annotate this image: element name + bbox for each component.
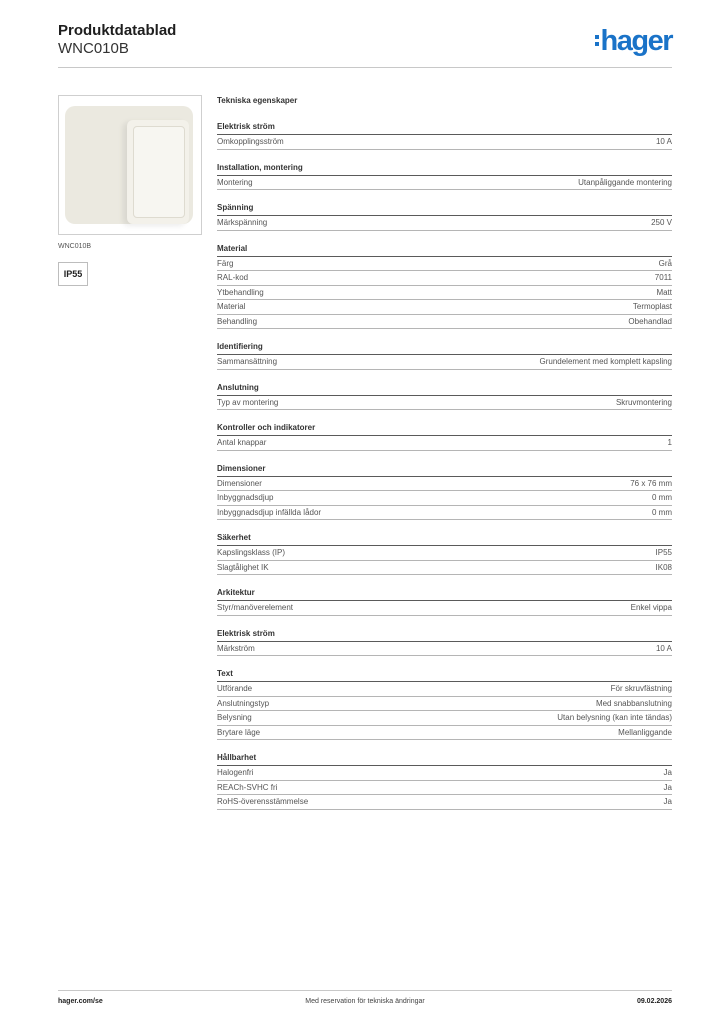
property-section bbox=[217, 751, 672, 810]
property-row bbox=[217, 795, 672, 810]
switch-housing-icon bbox=[65, 106, 193, 224]
property-value: Grundelement med komplett kapsling bbox=[539, 357, 672, 366]
section-title: Kontroller och indikatorer bbox=[217, 421, 672, 436]
section-title: Anslutning bbox=[217, 381, 672, 396]
property-label: Material bbox=[217, 302, 246, 311]
property-label: Utförande bbox=[217, 684, 253, 693]
section-title: Material bbox=[217, 242, 672, 257]
property-row bbox=[217, 642, 672, 657]
property-label: Märkström bbox=[217, 643, 255, 653]
property-label: Brytare läge bbox=[217, 727, 261, 737]
property-value: 10 A bbox=[655, 137, 672, 146]
property-value: Enkel vippa bbox=[630, 603, 672, 612]
property-label: RoHS-överensstämmelse bbox=[217, 797, 309, 806]
section-title: Elektrisk ström bbox=[217, 627, 672, 642]
property-row bbox=[217, 355, 672, 370]
property-section bbox=[217, 586, 672, 616]
property-row bbox=[217, 601, 672, 616]
footer-website: hager.com/se bbox=[58, 998, 103, 1005]
property-section bbox=[217, 242, 672, 330]
property-label: Behandling bbox=[217, 316, 258, 326]
property-row bbox=[217, 561, 672, 576]
property-label: Inbyggnadsdjup bbox=[217, 493, 274, 502]
property-label: Färg bbox=[217, 258, 234, 268]
property-value: 0 mm bbox=[652, 493, 672, 502]
property-label: Montering bbox=[217, 177, 253, 187]
ip-rating-badge: IP55 bbox=[58, 262, 88, 286]
property-label: REACh-SVHC fri bbox=[217, 782, 278, 792]
property-section bbox=[217, 627, 672, 657]
property-label: RAL-kod bbox=[217, 273, 249, 282]
property-label: Omkopplingsström bbox=[217, 137, 284, 146]
property-value: IK08 bbox=[655, 562, 672, 572]
property-row bbox=[217, 300, 672, 315]
property-label: Ytbehandling bbox=[217, 287, 264, 297]
property-row bbox=[217, 176, 672, 191]
footer-date: 09.02.2026 bbox=[636, 998, 672, 1005]
hager-logo bbox=[595, 26, 672, 56]
property-row bbox=[217, 436, 672, 451]
property-section bbox=[217, 120, 672, 150]
section-title: Säkerhet bbox=[217, 531, 672, 546]
property-label: Sammansättning bbox=[217, 357, 278, 366]
property-section bbox=[217, 462, 672, 521]
property-row bbox=[217, 697, 672, 712]
section-title: Hållbarhet bbox=[217, 751, 672, 766]
section-title: Text bbox=[217, 667, 672, 682]
product-code: WNC010B bbox=[58, 40, 129, 57]
document-header bbox=[58, 22, 176, 58]
property-value: Obehandlad bbox=[628, 316, 672, 326]
property-value: 76 x 76 mm bbox=[630, 478, 672, 488]
section-title: Dimensioner bbox=[217, 462, 672, 477]
property-label: Antal knappar bbox=[217, 438, 267, 447]
property-row bbox=[217, 711, 672, 726]
property-label: Slagtålighet IK bbox=[217, 562, 269, 572]
property-row bbox=[217, 396, 672, 411]
property-section bbox=[217, 201, 672, 231]
property-label: Märkspänning bbox=[217, 218, 268, 227]
technical-properties bbox=[217, 96, 672, 821]
section-title: Installation, montering bbox=[217, 161, 672, 176]
property-value: Utan belysning (kan inte tändas) bbox=[557, 713, 672, 722]
property-section bbox=[217, 340, 672, 370]
property-label: Anslutningstyp bbox=[217, 698, 270, 708]
property-value: 250 V bbox=[651, 218, 672, 227]
footer-divider bbox=[58, 990, 672, 991]
property-value: 7011 bbox=[654, 273, 672, 282]
property-row bbox=[217, 135, 672, 150]
property-row bbox=[217, 477, 672, 492]
property-row bbox=[217, 491, 672, 506]
property-row bbox=[217, 726, 672, 741]
property-section bbox=[217, 381, 672, 411]
logo-dots-icon bbox=[595, 32, 600, 49]
section-title: Identifiering bbox=[217, 340, 672, 355]
property-row bbox=[217, 271, 672, 286]
property-row bbox=[217, 315, 672, 330]
property-value: Utanpåliggande montering bbox=[578, 177, 672, 187]
property-sections bbox=[217, 120, 672, 810]
document-title: Produktdatablad bbox=[58, 22, 177, 39]
property-label: Kapslingsklass (IP) bbox=[217, 548, 286, 557]
property-value: Grå bbox=[658, 258, 672, 268]
property-label: Halogenfri bbox=[217, 768, 254, 777]
property-label: Dimensioner bbox=[217, 478, 262, 488]
property-row bbox=[217, 546, 672, 561]
property-row bbox=[217, 506, 672, 521]
property-row bbox=[217, 766, 672, 781]
section-title: Elektrisk ström bbox=[217, 120, 672, 135]
property-label: Belysning bbox=[217, 713, 252, 722]
property-value: Ja bbox=[663, 782, 672, 792]
property-value: IP55 bbox=[655, 548, 672, 557]
property-value: Ja bbox=[663, 768, 672, 777]
property-section bbox=[217, 531, 672, 575]
property-value: Ja bbox=[663, 797, 672, 806]
property-label: Typ av montering bbox=[217, 397, 279, 407]
property-value: Matt bbox=[656, 287, 672, 297]
property-value: För skruvfästning bbox=[610, 684, 672, 693]
property-value: 1 bbox=[667, 438, 672, 447]
property-row bbox=[217, 216, 672, 231]
header-divider bbox=[58, 67, 672, 68]
property-value: Termoplast bbox=[632, 302, 672, 311]
property-row bbox=[217, 781, 672, 796]
product-image-caption: WNC010B bbox=[58, 243, 92, 250]
logo-text: hager bbox=[600, 25, 672, 57]
property-label: Inbyggnadsdjup infällda lådor bbox=[217, 507, 322, 517]
property-value: Med snabbanslutning bbox=[595, 698, 672, 708]
property-value: Skruvmontering bbox=[615, 397, 672, 407]
section-title: Spänning bbox=[217, 201, 672, 216]
property-section bbox=[217, 667, 672, 740]
property-row bbox=[217, 682, 672, 697]
properties-title: Tekniska egenskaper bbox=[217, 96, 298, 105]
section-title: Arkitektur bbox=[217, 586, 672, 601]
property-section bbox=[217, 421, 672, 451]
property-row bbox=[217, 286, 672, 301]
property-row bbox=[217, 257, 672, 272]
property-value: 10 A bbox=[655, 643, 672, 653]
switch-rocker bbox=[133, 126, 185, 218]
property-section bbox=[217, 161, 672, 191]
property-value: Mellanliggande bbox=[618, 727, 672, 737]
switch-cover bbox=[127, 120, 189, 224]
property-value: 0 mm bbox=[652, 507, 672, 517]
property-label: Styr/manöverelement bbox=[217, 603, 294, 612]
footer-disclaimer: Med reservation för tekniska ändringar bbox=[305, 998, 425, 1005]
product-image bbox=[58, 95, 202, 235]
